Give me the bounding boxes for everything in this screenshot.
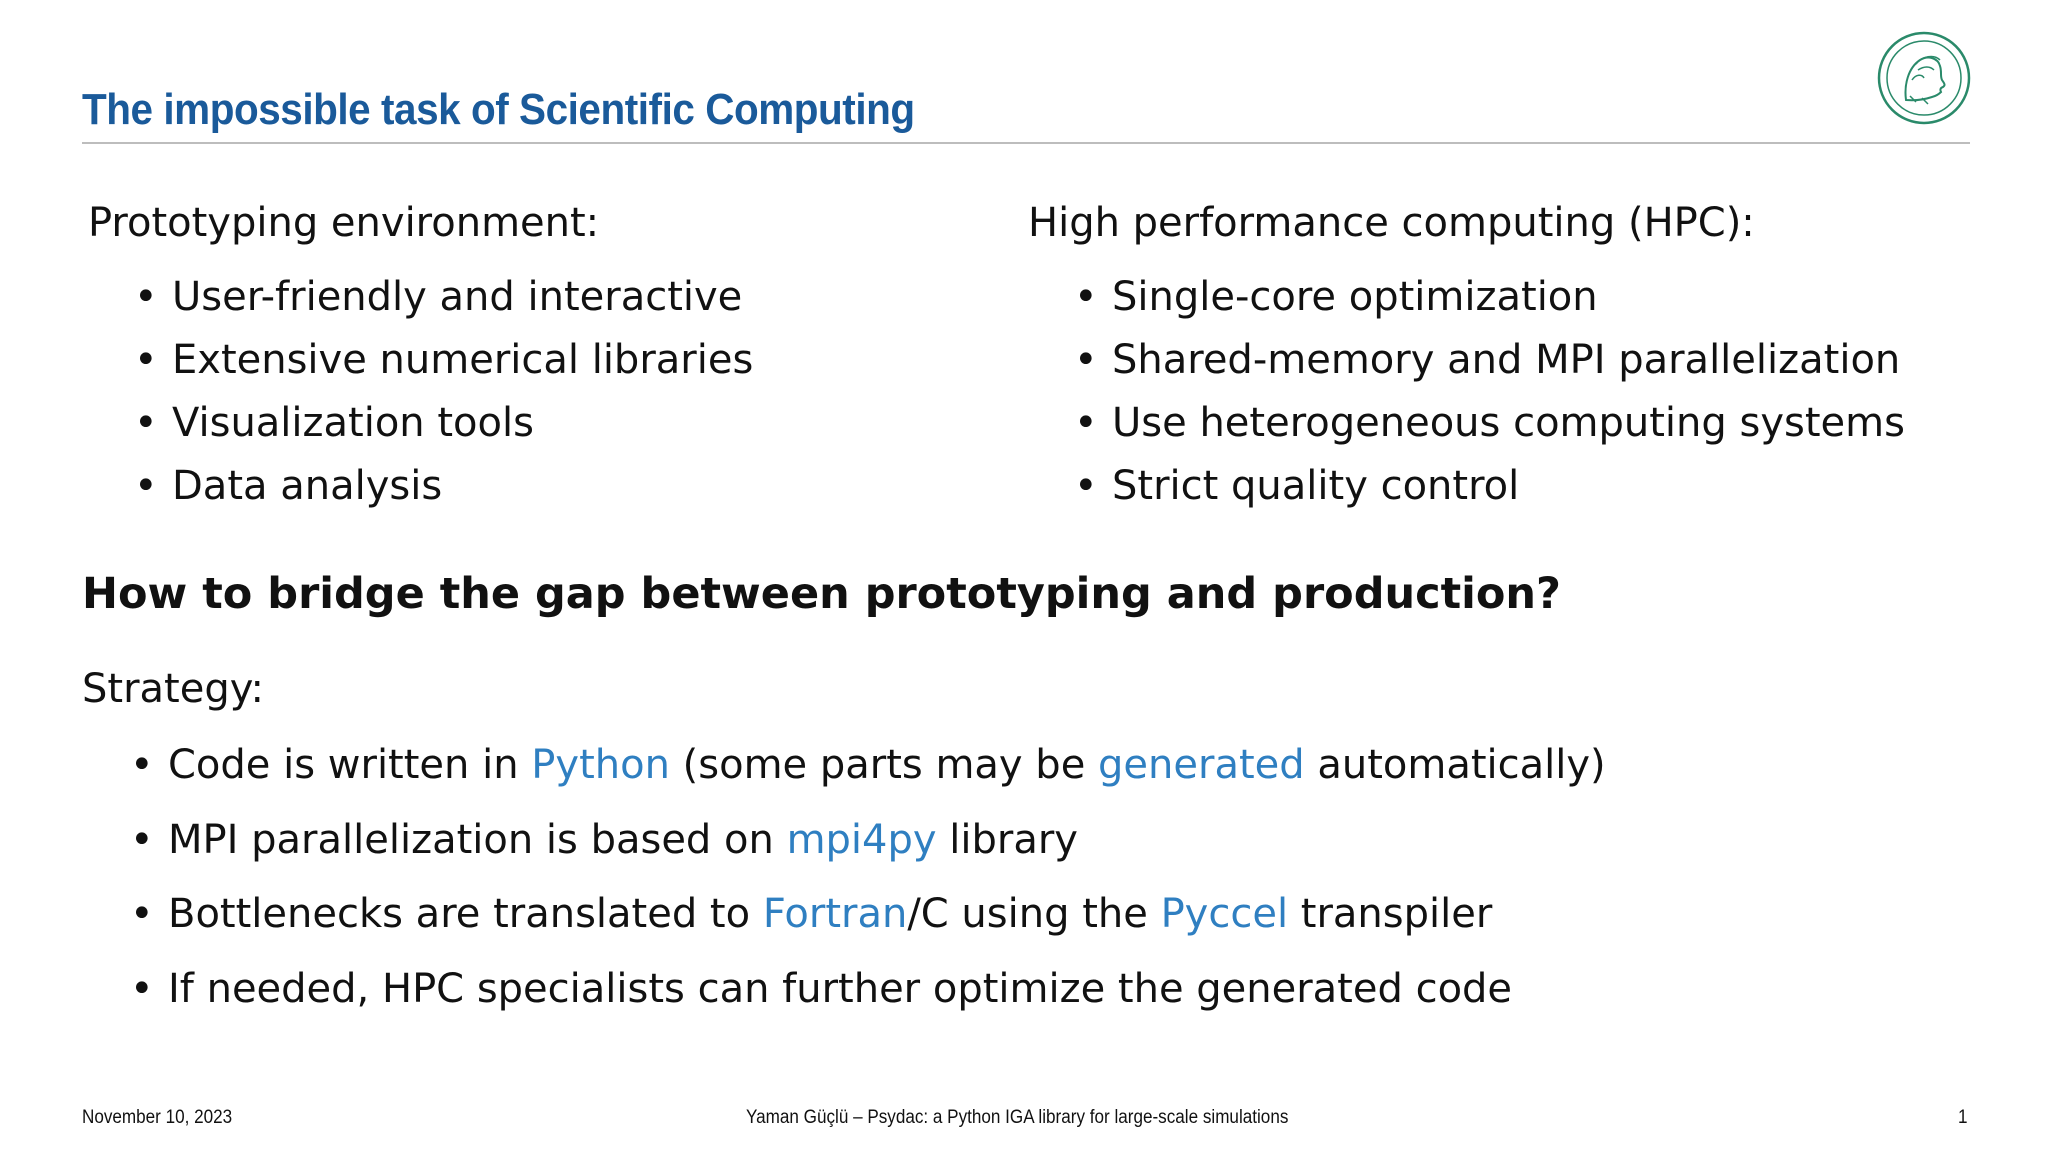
bullet-icon: • [1074,274,1098,320]
list-item-text: Visualization tools [172,400,534,446]
right-column-list [1074,272,1905,524]
list-item [134,272,753,335]
strategy-text: library [936,816,1078,863]
strategy-item [130,964,1606,1039]
strategy-item [130,815,1606,890]
title-divider [82,142,1970,144]
footer-date: November 10, 2023 [82,1107,233,1128]
bullet-icon: • [130,965,154,1012]
strategy-text: Bottlenecks are translated to [168,891,763,937]
bullet-icon: • [130,891,154,937]
generated-link[interactable]: generated [1098,742,1305,788]
python-link[interactable]: Python [531,742,670,788]
list-item-text: Data analysis [172,463,443,509]
list-item-text: Extensive numerical libraries [172,337,754,383]
list-item [134,461,753,524]
bullet-icon: • [134,463,158,509]
list-item [1074,272,1905,335]
strategy-heading: Strategy: [82,666,264,712]
left-column-heading: Prototyping environment: [88,200,600,246]
minerva-logo-icon [1876,30,1972,126]
fortran-link[interactable]: Fortran [762,891,908,937]
list-item-text: Single-core optimization [1112,274,1598,320]
bullet-icon: • [134,274,158,320]
bullet-icon: • [130,816,154,863]
strategy-text: If needed, HPC specialists can further optimize the generated code [168,965,1513,1012]
list-item [1074,335,1905,398]
footer-page-number: 1 [1958,1107,1968,1128]
strategy-list [130,740,1606,1038]
list-item [134,335,754,398]
strategy-text: transpiler [1288,891,1493,937]
bullet-icon: • [1074,400,1098,446]
pyccel-link[interactable]: Pyccel [1160,891,1289,937]
strategy-text: MPI parallelization is based on [168,816,787,863]
bridge-question-heading: How to bridge the gap between prototyping and production? [82,569,1561,619]
mpi4py-link[interactable]: mpi4py [786,816,937,863]
slide-title: The impossible task of Scientific Computing [82,85,915,134]
list-item-text: Use heterogeneous computing systems [1112,400,1905,446]
list-item [1074,461,1905,524]
right-column-heading: High performance computing (HPC): [1028,200,1755,246]
strategy-text: (some parts may be [669,742,1099,788]
strategy-text: Code is written in [168,742,532,788]
bullet-icon: • [1074,463,1098,509]
strategy-item [130,889,1606,964]
bullet-icon: • [134,337,158,383]
list-item [1074,398,1905,461]
list-item-text: Shared-memory and MPI parallelization [1112,337,1901,383]
bullet-icon: • [134,400,158,446]
list-item-text: User-friendly and interactive [172,274,743,320]
footer-presentation-title: Yaman Güçlü – Psydac: a Python IGA library for large-scale simulations [746,1107,1289,1128]
list-item [134,398,753,461]
strategy-text: automatically) [1304,742,1606,788]
bullet-icon: • [1074,337,1098,383]
list-item-text: Strict quality control [1112,463,1520,509]
strategy-text: /C using the [907,891,1161,937]
left-column-list [134,272,754,524]
bullet-icon: • [130,742,154,788]
strategy-item [130,740,1606,815]
